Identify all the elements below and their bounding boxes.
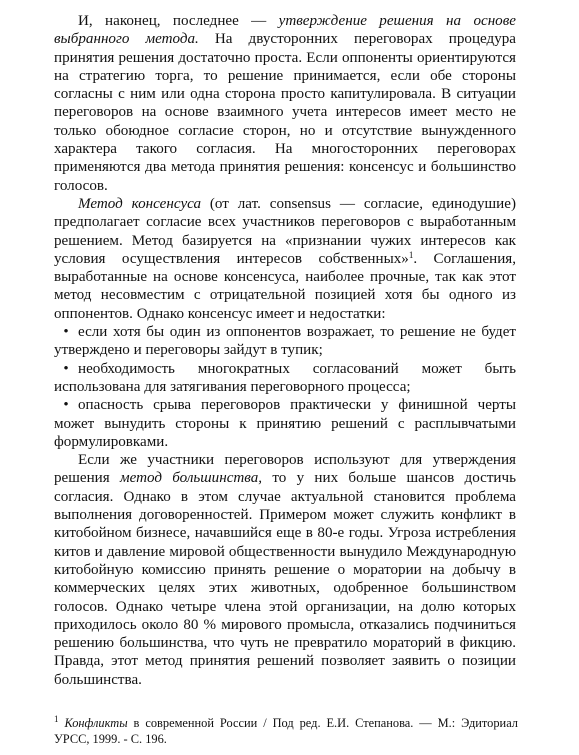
- paragraph-lead: И, наконец, последнее —: [78, 13, 279, 29]
- paragraph-body: (от лат. consensus — согласие, единодушие) предполагает согласие всех участников переговоров с выработанным решением. Метод базируется на «признании чужих интересов как условия осуществления интересов собственных»: [54, 195, 516, 267]
- list-item: [54, 396, 516, 451]
- paragraph-body: На двусторонних переговорах процедура принятия решения достаточно проста. Если оппоненты ориентируются на стратегию торга, то решение принимается, если обе стороны согласны с ним или одна сторона просто капитулировала. В ситуации переговоров на основе взаимного учета интересов имеет место не только обоюдное согласие сторон, но и отсутствие вынужденного характера такого согласия. На многосторонних переговорах применяются два метода принятия решения: консенсус и большинство голосов.: [54, 31, 516, 194]
- footnote-text: в современной России / Под ред. Е.И. Степанова. — М.: Эдиториал УРСС, 1999. - С. 196.: [54, 716, 518, 746]
- emphasis-decision-approval: утверждение решения на основе выбранного метода.: [54, 13, 516, 48]
- paragraph-body-continued: . Соглашения, выработанные на основе консенсуса, наиболее прочные, так как этот метод несовместим с отрицательной позицией хотя бы одного из оппонентов. Однако консенсус имеет и недостатки:: [54, 250, 516, 322]
- footnote-entry: [54, 716, 518, 747]
- paragraph-majority-method: [54, 451, 516, 689]
- list-item-text: необходимость многократных согласований может быть использована для затягивания переговорного процесса;: [54, 360, 516, 395]
- paragraph-body: то у них больше шансов достичь согласия. Однако в этом случае актуальной становится проблема выполнения договоренностей. Примером может служить конфликт в китобойном бизнесе, начавшийся еще в 80-е годы. Угроза истребления китов и давление мировой общественности вынудило Международную китобойную комиссию принять решение о моратории на добычу в коммерческих целях этих животных, одобренное большинством голосов. Однако четыре члена этой организации, на долю которых приходилось около 80 % мирового промысла, отказались подчиниться решению большинства, что чуть не превратило мораторий в фикцию. Правда, этот метод принятия решений позволяет заявить о позиции большинства.: [54, 470, 516, 688]
- list-item: [54, 360, 516, 397]
- list-item: [54, 323, 516, 360]
- paragraph-consensus-method: [54, 195, 516, 323]
- bullet-marker: •: [63, 397, 69, 414]
- footnote-number: 1: [54, 714, 59, 724]
- paragraph-lead: Если же участники переговоров используют для утверждения решения: [54, 452, 516, 487]
- footnote-reference[interactable]: 1: [408, 249, 414, 260]
- list-item-text: опасность срыва переговоров практически у финишной черты может вынудить стороны к принятию решений с расплывчатыми формулировками.: [54, 397, 516, 450]
- bullet-marker: •: [63, 360, 69, 377]
- list-item-text: если хотя бы один из оппонентов возражает, то решение не будет утверждено и переговоры зайдут в тупик;: [54, 324, 516, 359]
- emphasis-consensus-method: Метод консенсуса: [78, 195, 201, 212]
- bullet-marker: •: [63, 324, 69, 341]
- paragraph-decision-approval: [54, 12, 516, 195]
- main-text: [54, 12, 516, 689]
- footnote-title: Конфликты: [64, 716, 128, 730]
- emphasis-majority-method: метод большинства,: [119, 470, 263, 487]
- footnote: [54, 716, 518, 747]
